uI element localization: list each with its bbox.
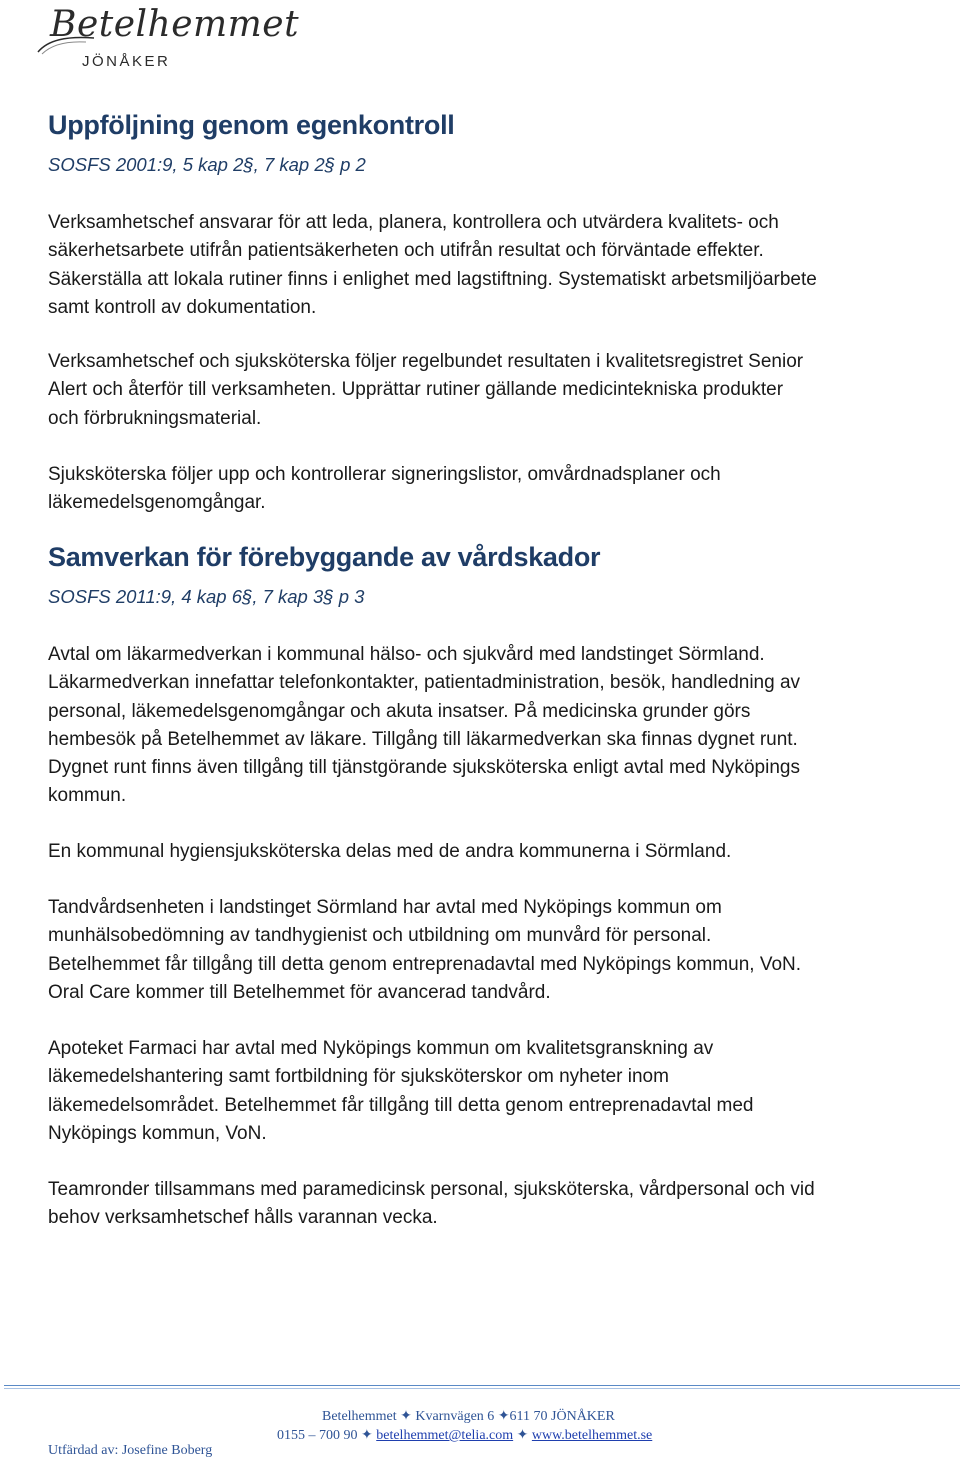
text-line: läkemedelsområdet. Betelhemmet får tillgång till detta genom entreprenadavtal med xyxy=(48,1094,754,1116)
text-line: Tandvårdsenheten i landstinget Sörmland har avtal med Nyköpings kommun om xyxy=(48,897,722,918)
text-line: personal, läkemedelsgenomgångar och akuta insatser. På medicinska grunder görs xyxy=(48,700,751,722)
logo-subtitle: JÖNÅKER xyxy=(82,53,171,70)
star-icon: ✦ xyxy=(497,1409,510,1424)
paragraph xyxy=(48,1035,923,1148)
text-line: och förbrukningsmaterial. xyxy=(48,407,262,429)
paragraph xyxy=(48,348,923,433)
logo xyxy=(36,4,300,74)
logo-wordmark: Betelhemmet xyxy=(50,4,300,45)
star-icon: ✦ xyxy=(516,1428,529,1443)
paragraph xyxy=(48,838,923,866)
text-line: hembesök på Betelhemmet av läkare. Tillgång till läkarmedverkan ska finnas dygnet runt. xyxy=(48,728,798,750)
footer-address: Kvarnvägen 6 xyxy=(415,1409,495,1424)
text-line: Verksamhetschef och sjuksköterska följer regelbundet resultaten i kvalitetsregistret Senior xyxy=(48,351,804,372)
footer-phone: 0155 – 700 90 xyxy=(277,1428,358,1443)
text-line: kommun. xyxy=(48,785,127,807)
paragraph xyxy=(48,894,923,1007)
text-line: Nyköpings kommun, VoN. xyxy=(48,1122,267,1144)
text-line: samt kontroll av dokumentation. xyxy=(48,296,317,318)
text-line: En kommunal hygiensjuksköterska delas med de andra kommunerna i Sörmland. xyxy=(48,841,732,862)
text-line: Säkerställa att lokala rutiner finns i enlighet med lagstiftning. Systematiskt arbetsmiljöarbete xyxy=(48,268,817,290)
footer-issued-by: Utfärdad av: Josefine Boberg xyxy=(48,1443,213,1458)
text-line: Teamronder tillsammans med paramedicinsk personal, sjuksköterska, vårdpersonal och vid xyxy=(48,1179,815,1200)
text-line: Sjuksköterska följer upp och kontrollerar signeringslistor, omvårdnadsplaner och xyxy=(48,464,721,485)
section-title: Samverkan för förebyggande av vårdskador xyxy=(48,542,601,572)
section-reference: SOSFS 2001:9, 5 kap 2§, 7 kap 2§ p 2 xyxy=(48,154,366,175)
text-line: Läkarmedverkan innefattar telefonkontakter, patientadministration, besök, handledning av xyxy=(48,672,801,694)
footer-divider xyxy=(4,1388,960,1389)
footer-org: Betelhemmet xyxy=(322,1409,397,1424)
footer-contact-line xyxy=(277,1427,652,1444)
footer-email-link[interactable]: betelhemmet@telia.com xyxy=(376,1428,514,1443)
paragraph xyxy=(48,641,923,811)
paragraph xyxy=(48,461,923,518)
footer-website-link[interactable]: www.betelhemmet.se xyxy=(531,1428,653,1443)
text-line: Dygnet runt finns även tillgång till tjänstgörande sjuksköterska enligt avtal med Nyköpings xyxy=(48,757,800,779)
footer-postal: 611 70 JÖNÅKER xyxy=(509,1409,615,1424)
text-line: Oral Care kommer till Betelhemmet för avancerad tandvård. xyxy=(48,981,551,1003)
text-line: Apoteket Farmaci har avtal med Nyköpings kommun om kvalitetsgranskning av xyxy=(48,1038,714,1059)
text-line: behov verksamhetschef hålls varannan vecka. xyxy=(48,1207,438,1229)
footer-address-line xyxy=(322,1408,615,1425)
text-line: säkerhetsarbete utifrån patientsäkerheten och utifrån resultat och förväntade effekter. xyxy=(48,240,764,262)
text-line: munhälsobedömning av tandhygienist och utbildning om munvård för personal. xyxy=(48,925,712,947)
section-reference: SOSFS 2011:9, 4 kap 6§, 7 kap 3§ p 3 xyxy=(48,586,365,607)
text-line: läkemedelshantering samt fortbildning för sjuksköterskor om nyheter inom xyxy=(48,1066,669,1088)
text-line: Verksamhetschef ansvarar för att leda, planera, kontrollera och utvärdera kvalitets- och xyxy=(48,212,779,233)
text-line: Betelhemmet får tillgång till detta genom entreprenadavtal med Nyköpings kommun, VoN. xyxy=(48,953,802,975)
text-line: Alert och återför till verksamheten. Upprättar rutiner gällande medicintekniska produkter xyxy=(48,379,784,401)
section-title: Uppföljning genom egenkontroll xyxy=(48,110,455,140)
text-line: läkemedelsgenomgångar. xyxy=(48,492,266,514)
paragraph xyxy=(48,1176,923,1233)
text-line: Avtal om läkarmedverkan i kommunal hälso- och sjukvård med landstinget Sörmland. xyxy=(48,644,765,665)
footer-divider xyxy=(4,1385,960,1386)
paragraph xyxy=(48,209,923,322)
star-icon: ✦ xyxy=(361,1428,373,1443)
star-icon: ✦ xyxy=(400,1409,412,1424)
